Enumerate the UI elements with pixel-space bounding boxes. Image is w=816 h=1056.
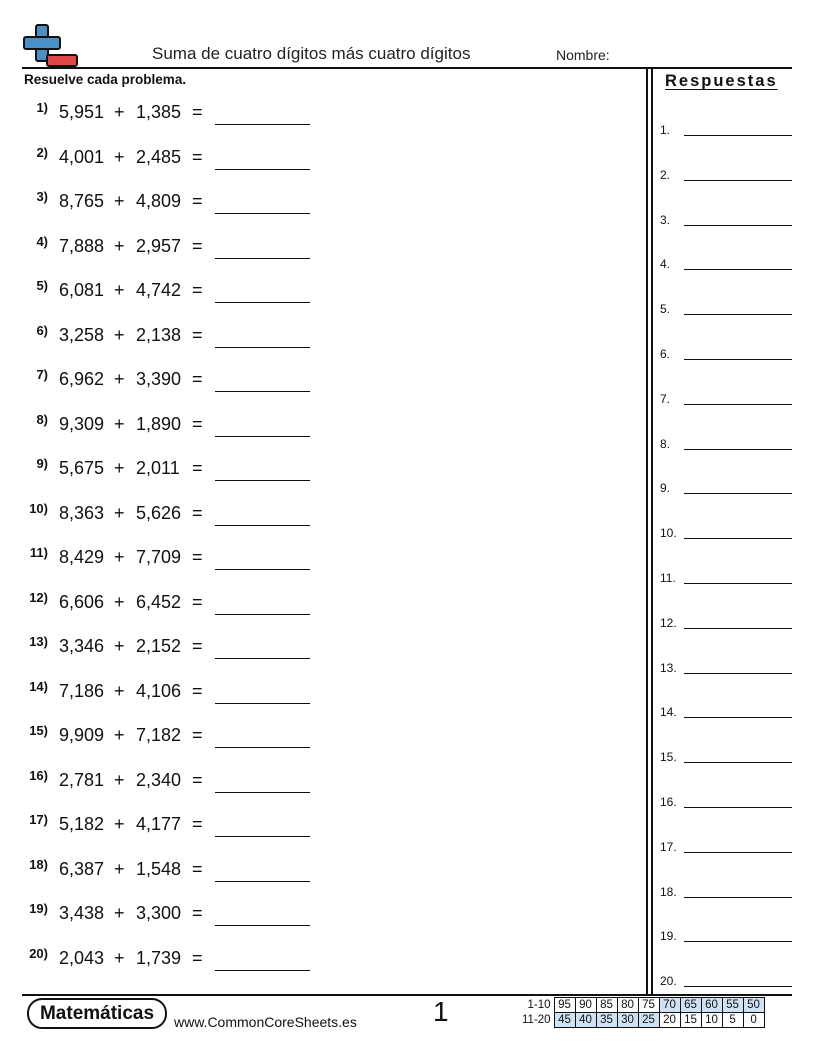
answers-title: Respuestas [665,72,778,90]
second-addend: 1,890 [136,413,182,434]
answer-blank[interactable] [215,436,310,437]
plus-sign: + [114,235,125,256]
equals-sign: = [192,191,203,211]
problem-number: 19) [29,901,48,916]
first-addend: 9,909 [59,725,105,745]
answer-number: 10. [660,526,677,541]
equals-sign: = [192,725,203,745]
problem-number: 1) [36,100,48,115]
page-number: 1 [433,996,449,1027]
equals-sign: = [192,369,203,389]
answer-number: 17. [660,839,677,854]
problem-number: 2) [36,144,48,160]
score-cell: 95 [554,998,575,1013]
page-title: Suma de cuatro dígitos más cuatro dígitos [152,44,471,63]
plus-sign: + [114,458,125,478]
first-addend: 5,951 [59,102,105,122]
brand-badge: Matemáticas [27,998,167,1029]
answer-line[interactable] [684,807,792,808]
score-table [520,997,765,1028]
equals-sign: = [192,458,203,478]
second-addend: 4,106 [136,680,182,701]
equals-sign: = [192,858,203,879]
first-addend: 3,346 [59,636,105,656]
answer-number: 14. [660,705,677,720]
first-addend: 6,387 [59,858,105,879]
equals-sign: = [192,502,203,523]
score-cell: 40 [575,1013,596,1028]
second-addend: 2,340 [136,769,182,790]
second-addend: 4,177 [136,814,182,834]
score-cell: 45 [554,1013,575,1028]
equals-sign: = [192,413,203,434]
equals-sign: = [192,235,203,256]
answer-blank[interactable] [215,347,310,348]
plus-minus-logo-icon [22,24,80,68]
first-addend: 2,781 [59,769,105,790]
score-cell: 65 [680,998,701,1013]
second-addend: 1,739 [136,947,182,968]
answer-number: 7. [660,391,671,406]
problem-number: 5) [36,278,48,293]
answer-blank[interactable] [215,925,310,926]
answer-number: 5. [660,302,671,317]
score-cell: 90 [575,998,596,1013]
plus-sign: + [114,369,125,389]
answer-number: 20. [660,974,677,989]
first-addend: 3,438 [59,903,105,923]
plus-sign: + [114,725,125,745]
problem-number: 15) [29,723,48,738]
answer-number: 4. [660,257,671,272]
second-addend: 4,742 [136,280,182,300]
score-cell: 35 [596,1013,617,1028]
second-addend: 7,182 [136,725,182,745]
equals-sign: = [192,280,203,300]
equals-sign: = [192,146,203,167]
answer-number: 13. [660,660,677,675]
problem-number: 14) [29,678,48,694]
problem-number: 20) [29,945,48,961]
answer-blank[interactable] [215,614,310,615]
plus-sign: + [114,102,125,122]
answer-number: 3. [660,212,671,227]
answer-blank[interactable] [215,658,310,659]
answer-blank[interactable] [215,258,310,259]
answer-number: 19. [660,929,677,944]
answer-line[interactable] [684,180,792,181]
second-addend: 2,152 [136,636,182,656]
answer-blank[interactable] [215,881,310,882]
first-addend: 9,309 [59,413,105,434]
plus-sign: + [114,947,125,968]
answer-number: 16. [660,795,677,809]
first-addend: 6,962 [59,369,105,389]
problem-number: 17) [29,812,48,827]
second-addend: 3,300 [136,903,182,923]
score-cell: 20 [659,1013,680,1028]
answer-line[interactable] [684,673,792,674]
first-addend: 8,765 [59,191,105,211]
problem-number: 16) [29,767,48,783]
answer-line[interactable] [684,628,792,629]
problem-number: 6) [36,322,48,338]
answer-blank[interactable] [215,970,310,971]
answer-line[interactable] [684,583,792,584]
equals-sign: = [192,636,203,656]
answer-number: 11. [660,571,676,585]
answer-blank[interactable] [215,703,310,704]
equals-sign: = [192,102,203,122]
plus-sign: + [114,413,125,434]
plus-sign: + [114,769,125,790]
score-cell: 5 [722,1013,743,1028]
answer-line[interactable] [684,762,792,763]
instructions: Resuelve cada problema. [24,72,187,87]
second-addend: 1,548 [136,858,182,879]
answer-blank[interactable] [215,569,310,570]
score-row [520,1013,764,1028]
header-divider [22,67,792,69]
second-addend: 6,452 [136,591,182,612]
answer-blank[interactable] [215,480,310,481]
answer-line[interactable] [684,269,792,270]
problem-number: 12) [29,589,48,605]
answer-blank[interactable] [215,792,310,793]
score-cell: 55 [722,998,743,1013]
score-cell: 75 [638,998,659,1013]
problem-number: 8) [36,411,48,427]
answer-blank[interactable] [215,391,310,392]
second-addend: 7,709 [136,547,182,567]
plus-sign: + [114,324,125,345]
second-addend: 3,390 [136,369,182,389]
second-addend: 2,011 [136,458,180,478]
first-addend: 8,363 [59,502,105,523]
first-addend: 5,675 [59,458,105,478]
score-cell: 25 [638,1013,659,1028]
equals-sign: = [192,324,203,345]
footer-divider [22,994,792,996]
plus-sign: + [114,502,125,523]
score-range-label: 1-10 [527,999,551,1011]
answer-column-divider-left [646,67,648,995]
answer-number: 2. [660,167,671,182]
score-range-label: 11-20 [522,1014,551,1026]
plus-sign: + [114,858,125,879]
answer-number: 18. [660,884,677,899]
plus-sign: + [114,814,125,834]
equals-sign: = [192,591,203,612]
score-row [520,998,764,1013]
second-addend: 1,385 [136,102,182,122]
answer-number: 8. [660,436,671,451]
answer-line[interactable] [684,717,792,718]
equals-sign: = [192,903,203,923]
answer-line[interactable] [684,986,792,987]
score-cell: 15 [680,1013,701,1028]
score-cell: 60 [701,998,722,1013]
problem-number: 10) [29,500,48,516]
problem-number: 18) [29,856,48,872]
problem-number: 3) [36,189,48,204]
answer-blank[interactable] [215,213,310,214]
score-cell: 50 [743,998,764,1013]
plus-sign: + [114,280,125,300]
score-cell: 0 [743,1013,764,1028]
answer-number: 1. [660,123,671,137]
answer-blank[interactable] [215,302,310,303]
score-cell: 85 [596,998,617,1013]
answer-number: 6. [660,347,671,361]
answer-line[interactable] [684,404,792,405]
answer-line[interactable] [684,897,792,898]
score-cell: 70 [659,998,680,1013]
website-link[interactable]: www.CommonCoreSheets.es [174,1014,357,1030]
answer-blank[interactable] [215,836,310,837]
equals-sign: = [192,947,203,968]
problem-number: 11) [29,545,48,560]
equals-sign: = [192,814,203,834]
problem-number: 7) [36,367,48,382]
first-addend: 7,888 [59,235,105,256]
answer-blank[interactable] [215,525,310,526]
plus-sign: + [114,146,125,167]
score-cell: 30 [617,1013,638,1028]
first-addend: 4,001 [59,146,105,167]
answer-number: 9. [660,481,671,496]
answer-line[interactable] [684,314,792,315]
answer-number: 12. [660,615,677,630]
first-addend: 5,182 [59,814,105,834]
second-addend: 4,809 [136,191,182,211]
plus-sign: + [114,191,125,211]
first-addend: 6,081 [59,280,105,300]
answer-number: 15. [660,750,677,765]
answer-line[interactable] [684,941,792,942]
equals-sign: = [192,769,203,790]
plus-sign: + [114,636,125,656]
plus-sign: + [114,547,125,567]
answer-line[interactable] [684,225,792,226]
second-addend: 2,138 [136,324,182,345]
answer-line[interactable] [684,493,792,494]
second-addend: 2,485 [136,146,182,167]
answer-line[interactable] [684,359,792,360]
answer-line[interactable] [684,449,792,450]
answer-blank[interactable] [215,747,310,748]
second-addend: 5,626 [136,502,182,523]
first-addend: 3,258 [59,324,105,345]
plus-sign: + [114,591,125,612]
answer-line[interactable] [684,852,792,853]
first-addend: 6,606 [59,591,105,612]
problem-number: 4) [36,233,48,249]
first-addend: 8,429 [59,547,105,567]
answer-column-divider-right [651,67,653,995]
score-cell: 10 [701,1013,722,1028]
score-cell: 80 [617,998,638,1013]
problem-number: 13) [29,634,48,649]
answer-blank[interactable] [215,124,310,125]
first-addend: 2,043 [59,947,105,968]
answer-line[interactable] [684,538,792,539]
problem-number: 9) [36,456,48,471]
name-label: Nombre: [556,47,610,63]
equals-sign: = [192,547,203,567]
answer-blank[interactable] [215,169,310,170]
equals-sign: = [192,680,203,701]
answer-line[interactable] [684,135,792,136]
plus-sign: + [114,903,125,923]
second-addend: 2,957 [136,235,182,256]
first-addend: 7,186 [59,680,105,701]
plus-sign: + [114,680,125,701]
